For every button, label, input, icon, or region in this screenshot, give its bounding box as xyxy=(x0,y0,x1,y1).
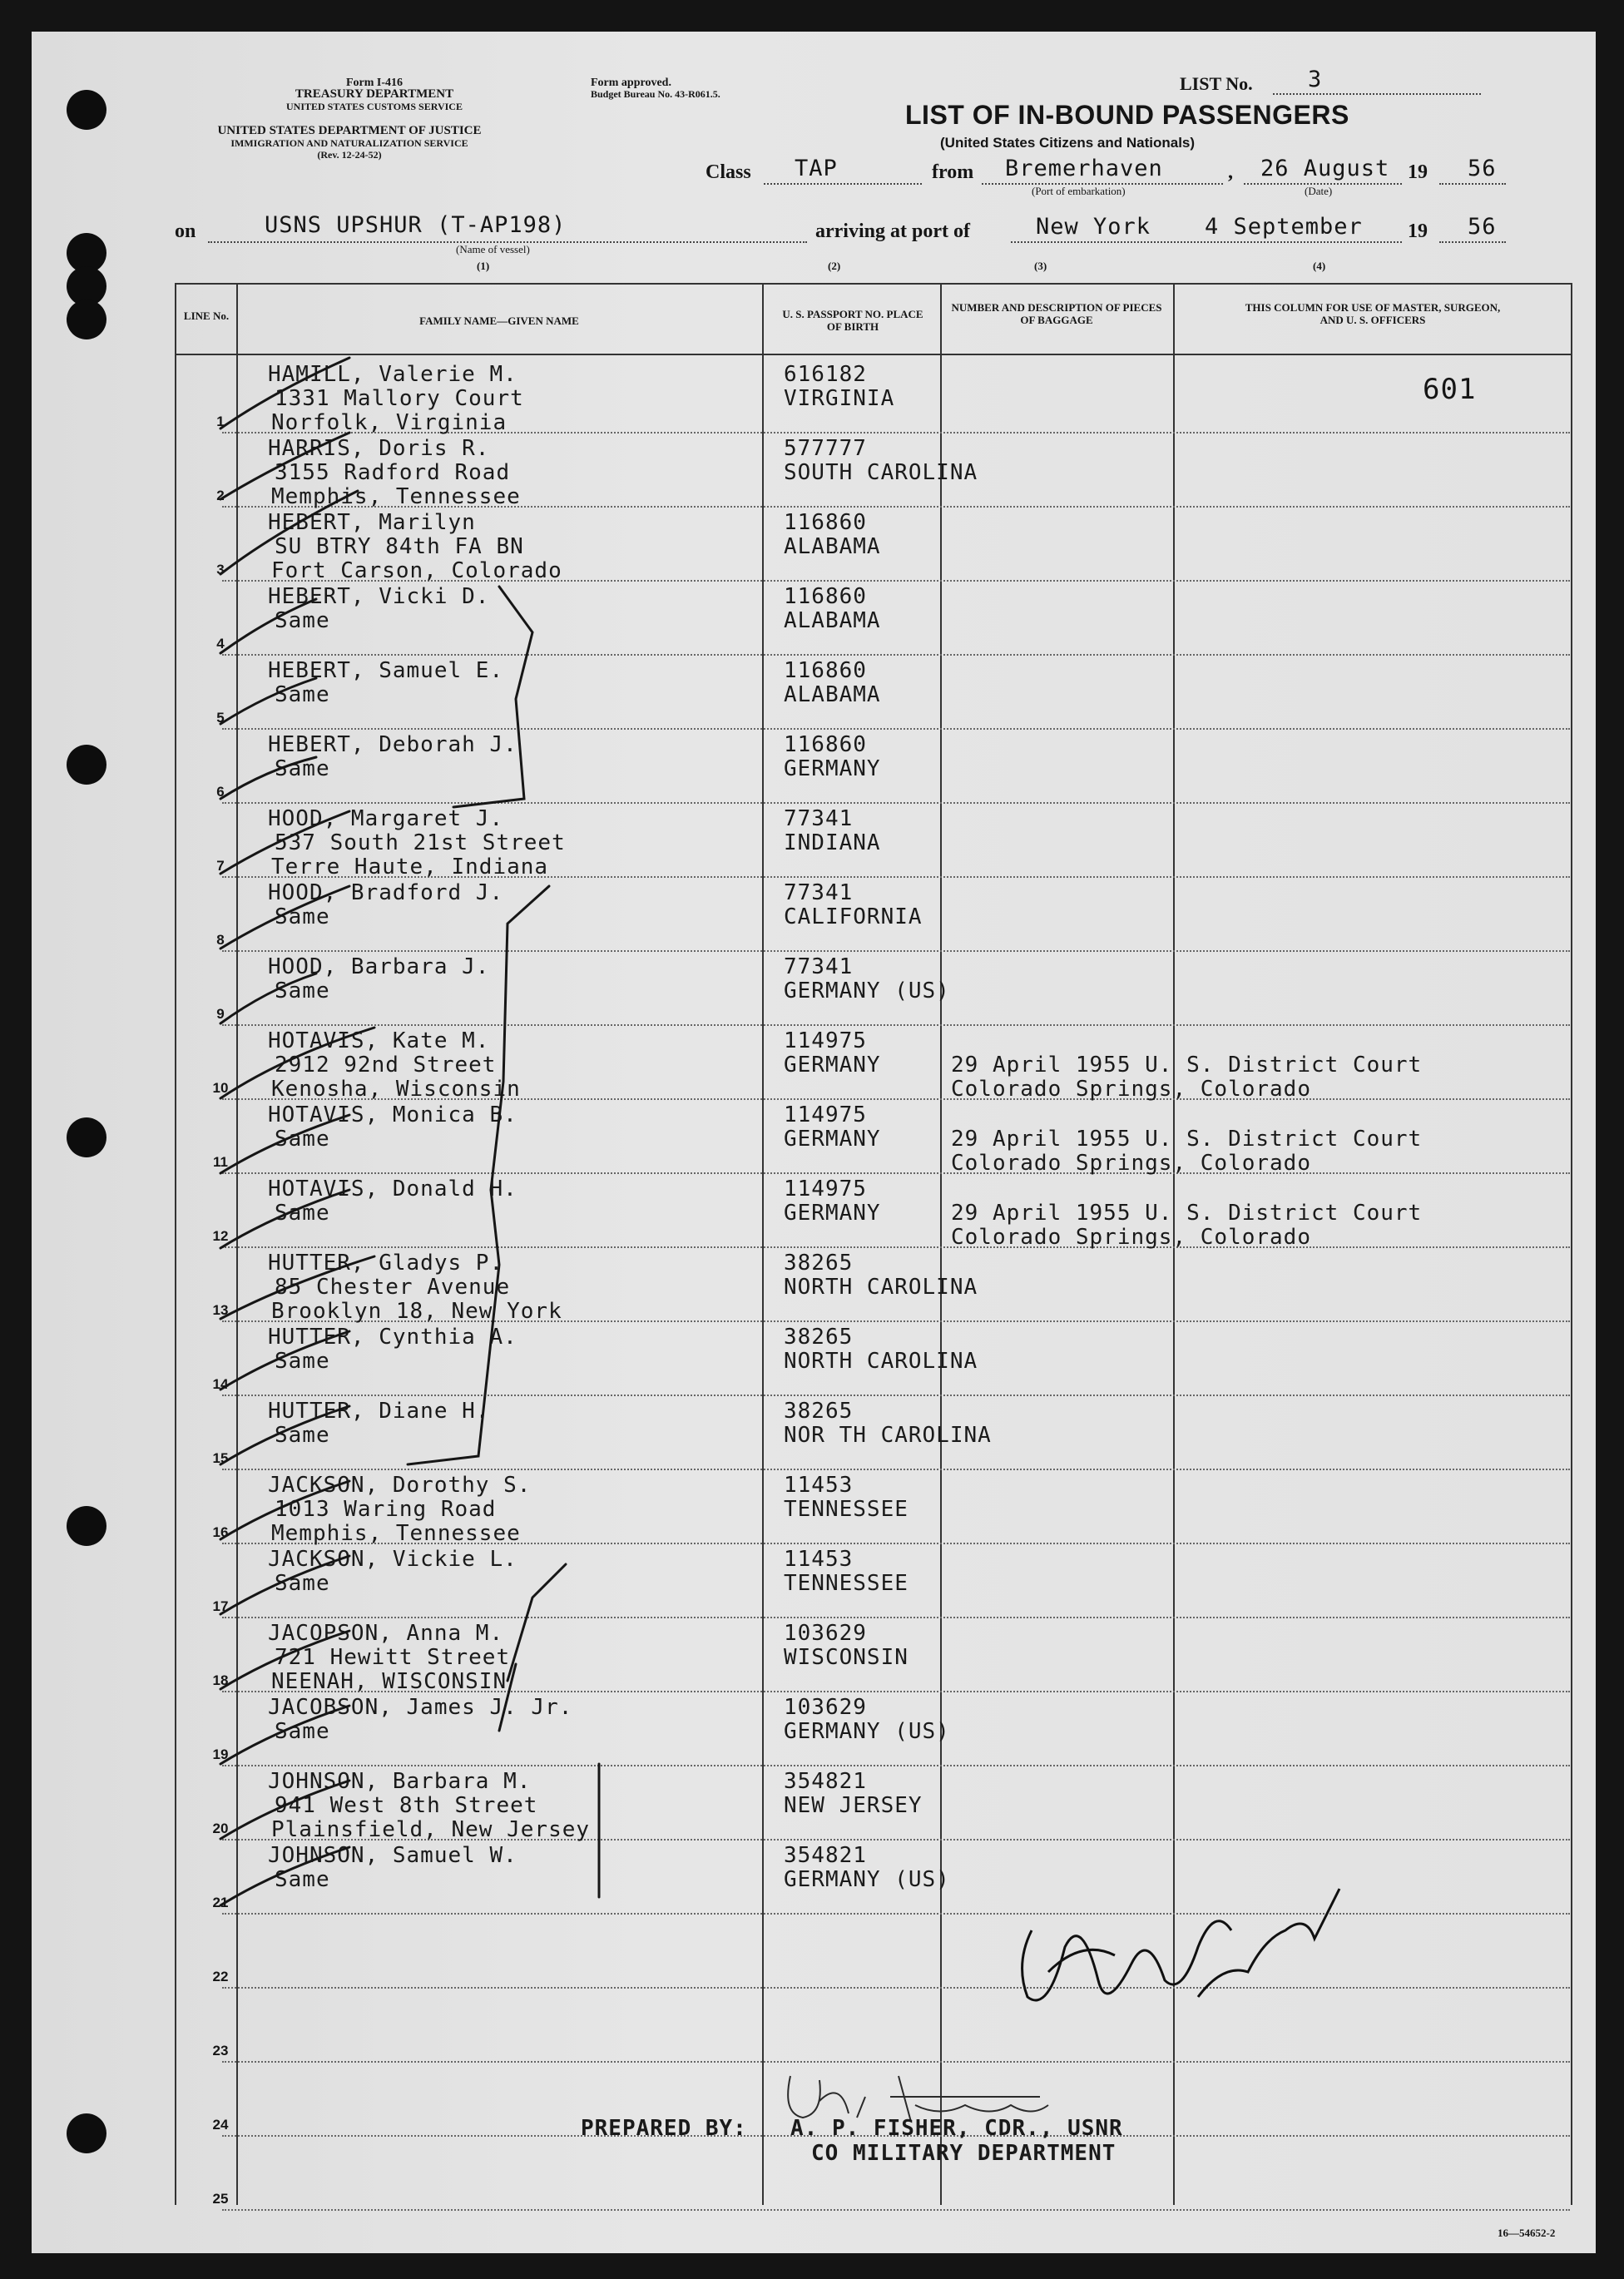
passenger-address-line1: Same xyxy=(275,978,330,1003)
page-subtitle: (United States Citizens and Nationals) xyxy=(940,135,1196,151)
line-number: 22 xyxy=(212,1969,229,1984)
passenger-address-line1: Same xyxy=(275,1127,330,1152)
embark-date: 26 August xyxy=(1260,156,1390,181)
preparer-name: A. P. FISHER, CDR., USNR xyxy=(790,2116,1123,2141)
place-of-birth: ALABAMA xyxy=(784,608,881,633)
place-of-birth: NEW JERSEY xyxy=(784,1793,923,1818)
line-number: 18 xyxy=(212,1672,229,1688)
passenger-name: HUTTER, Diane H. xyxy=(268,1399,490,1424)
line-number: 2 xyxy=(216,488,225,503)
passenger-address-line2: Terre Haute, Indiana xyxy=(271,855,549,879)
passenger-address-line2: Brooklyn 18, New York xyxy=(271,1299,562,1324)
place-of-birth: SOUTH CAROLINA xyxy=(784,460,978,485)
passenger-address-line2: Norfolk, Virginia xyxy=(271,410,508,435)
header-passport: U. S. PASSPORT NO. PLACE OF BIRTH xyxy=(782,308,923,333)
col-number-1: (1) xyxy=(477,260,490,272)
place-of-birth: TENNESSEE xyxy=(784,1497,909,1522)
place-of-birth: NORTH CAROLINA xyxy=(784,1349,978,1374)
line-number: 17 xyxy=(212,1598,229,1614)
line-number: 16 xyxy=(212,1524,229,1540)
passport-number: 38265 xyxy=(784,1325,854,1350)
passenger-address-line1: 2912 92nd Street xyxy=(275,1053,497,1078)
passport-number: 38265 xyxy=(784,1251,854,1276)
form-footer-code: 16—54652-2 xyxy=(1498,2227,1556,2239)
header-line-no: LINE No. xyxy=(183,310,230,322)
passenger-address-line1: 85 Chester Avenue xyxy=(275,1275,511,1300)
place-of-birth: GERMANY xyxy=(784,756,881,781)
line-number: 19 xyxy=(212,1746,229,1762)
passenger-address-line1: Same xyxy=(275,1201,330,1226)
line-number: 11 xyxy=(213,1154,228,1170)
line-number: 7 xyxy=(216,858,225,874)
passenger-address-line2: Plainsfield, New Jersey xyxy=(271,1817,591,1842)
place-of-birth: TENNESSEE xyxy=(784,1571,909,1596)
year-prefix-1: 19 xyxy=(1408,161,1428,183)
line-number: 8 xyxy=(216,932,225,948)
vessel-caption: (Name of vessel) xyxy=(456,243,530,255)
place-of-birth: GERMANY xyxy=(784,1201,881,1226)
page-title: LIST OF IN-BOUND PASSENGERS xyxy=(905,100,1349,130)
passenger-address-line1: 3155 Radford Road xyxy=(275,460,511,485)
line-number: 9 xyxy=(216,1006,225,1022)
treasury-dept: TREASURY DEPARTMENT xyxy=(295,87,454,101)
passenger-name: JACKSON, Dorothy S. xyxy=(268,1473,532,1498)
place-of-birth: ALABAMA xyxy=(784,534,881,559)
passport-number: 114975 xyxy=(784,1028,867,1053)
header-baggage: NUMBER AND DESCRIPTION OF PIECES OF BAGGAGE xyxy=(951,301,1162,326)
form-approved: Form approved. xyxy=(591,77,671,89)
line-number: 25 xyxy=(212,2191,229,2207)
arriving-label: arriving at port of xyxy=(815,220,970,242)
place-of-birth: VIRGINIA xyxy=(784,386,895,411)
line-number: 14 xyxy=(212,1376,229,1392)
passenger-address-line2: Kenosha, Wisconsin xyxy=(271,1077,521,1102)
passenger-name: HOTAVIS, Kate M. xyxy=(268,1028,490,1053)
from-label: from xyxy=(932,161,974,183)
embark-port: Bremerhaven xyxy=(1005,156,1163,181)
revision-date: (Rev. 12-24-52) xyxy=(317,149,382,161)
passenger-name: HARRIS, Doris R. xyxy=(268,436,490,461)
line-number: 4 xyxy=(216,636,225,651)
arrival-date: 4 September xyxy=(1205,214,1363,240)
passenger-name: JACKSON, Vickie L. xyxy=(268,1547,517,1572)
place-of-birth: GERMANY xyxy=(784,1053,881,1078)
passenger-address-line1: Same xyxy=(275,1349,330,1374)
class-label: Class xyxy=(706,161,751,183)
passport-number: 114975 xyxy=(784,1102,867,1127)
budget-bureau: Budget Bureau No. 43-R061.5. xyxy=(591,88,720,100)
header-name: FAMILY NAME—GIVEN NAME xyxy=(419,315,579,327)
line-number: 5 xyxy=(216,710,225,726)
place-of-birth: GERMANY (US) xyxy=(784,1719,950,1744)
passenger-address-line1: 1331 Mallory Court xyxy=(275,386,524,411)
passenger-address-line1: Same xyxy=(275,1867,330,1892)
passenger-name: JOHNSON, Barbara M. xyxy=(268,1769,532,1794)
passenger-address-line1: 537 South 21st Street xyxy=(275,830,566,855)
passenger-address-line1: Same xyxy=(275,1423,330,1448)
line-number: 15 xyxy=(212,1450,229,1466)
passenger-address-line1: 721 Hewitt Street xyxy=(275,1645,511,1670)
passenger-address-line1: Same xyxy=(275,682,330,707)
passport-number: 103629 xyxy=(784,1621,867,1646)
baggage-note-line2: Colorado Springs, Colorado xyxy=(951,1225,1311,1250)
passport-number: 77341 xyxy=(784,880,854,905)
passport-number: 116860 xyxy=(784,658,867,683)
baggage-note-line1: 29 April 1955 U. S. District Court xyxy=(951,1053,1423,1078)
passport-number: 103629 xyxy=(784,1695,867,1720)
passenger-name: HOOD, Margaret J. xyxy=(268,806,504,831)
col-number-3: (3) xyxy=(1034,260,1047,272)
passport-number: 38265 xyxy=(784,1399,854,1424)
passport-number: 11453 xyxy=(784,1473,854,1498)
passenger-name: JOHNSON, Samuel W. xyxy=(268,1843,517,1868)
prepared-by-label: PREPARED BY: xyxy=(581,2116,747,2141)
place-of-birth: CALIFORNIA xyxy=(784,904,923,929)
line-number: 6 xyxy=(216,784,225,800)
line-number: 12 xyxy=(212,1228,229,1244)
passport-number: 11453 xyxy=(784,1547,854,1572)
passenger-name: HOOD, Bradford J. xyxy=(268,880,504,905)
passport-number: 116860 xyxy=(784,510,867,535)
line-number: 13 xyxy=(212,1302,229,1318)
passenger-address-line2: Memphis, Tennessee xyxy=(271,484,521,509)
on-label: on xyxy=(175,220,196,242)
line-number: 3 xyxy=(216,562,225,577)
passenger-address-line2: Memphis, Tennessee xyxy=(271,1521,521,1546)
passenger-name: HEBERT, Samuel E. xyxy=(268,658,504,683)
passenger-name: HOOD, Barbara J. xyxy=(268,954,490,979)
place-of-birth: GERMANY (US) xyxy=(784,1867,950,1892)
list-no-label: LIST No. xyxy=(1180,73,1253,94)
form-id: Form I-416 xyxy=(345,77,404,89)
header-officers: THIS COLUMN FOR USE OF MASTER, SURGEON, AND U. S. OFFICERS xyxy=(1245,301,1501,326)
passenger-name: HUTTER, Cynthia A. xyxy=(268,1325,517,1350)
passenger-address-line1: Same xyxy=(275,1719,330,1744)
passport-number: 577777 xyxy=(784,436,867,461)
embark-year: 56 xyxy=(1468,156,1497,181)
place-of-birth: WISCONSIN xyxy=(784,1645,909,1670)
place-of-birth: ALABAMA xyxy=(784,682,881,707)
customs-service: UNITED STATES CUSTOMS SERVICE xyxy=(286,101,463,112)
passenger-name: HOTAVIS, Donald H. xyxy=(268,1177,517,1201)
passport-number: 116860 xyxy=(784,584,867,609)
place-of-birth: GERMANY xyxy=(784,1127,881,1152)
passenger-name: HEBERT, Marilyn xyxy=(268,510,476,535)
preparer-department: CO MILITARY DEPARTMENT xyxy=(811,2141,1116,2166)
baggage-note-line1: 29 April 1955 U. S. District Court xyxy=(951,1127,1423,1152)
passenger-name: JACOBSON, James J. Jr. xyxy=(268,1695,573,1720)
place-of-birth: GERMANY (US) xyxy=(784,978,950,1003)
class-value: TAP xyxy=(795,156,838,181)
passport-number: 77341 xyxy=(784,806,854,831)
passenger-address-line1: 1013 Waring Road xyxy=(275,1497,497,1522)
passport-number: 77341 xyxy=(784,954,854,979)
comma: , xyxy=(1228,161,1233,183)
baggage-note-line1: 29 April 1955 U. S. District Court xyxy=(951,1201,1423,1226)
line-number: 1 xyxy=(216,414,225,429)
place-of-birth: NOR TH CAROLINA xyxy=(784,1423,992,1448)
place-of-birth: INDIANA xyxy=(784,830,881,855)
passport-number: 354821 xyxy=(784,1843,867,1868)
passenger-address-line1: SU BTRY 84th FA BN xyxy=(275,534,524,559)
passenger-address-line2: Fort Carson, Colorado xyxy=(271,558,562,583)
year-prefix-2: 19 xyxy=(1408,220,1428,242)
col-number-2: (2) xyxy=(828,260,841,272)
embark-port-caption: (Port of embarkation) xyxy=(1032,185,1126,197)
col-number-4: (4) xyxy=(1313,260,1326,272)
vessel-name: USNS UPSHUR (T-AP198) xyxy=(265,212,567,238)
passenger-address-line1: 941 West 8th Street xyxy=(275,1793,538,1818)
place-of-birth: NORTH CAROLINA xyxy=(784,1275,978,1300)
passenger-address-line1: Same xyxy=(275,1571,330,1596)
passenger-address-line1: Same xyxy=(275,756,330,781)
line-number: 21 xyxy=(212,1895,229,1910)
passenger-name: HAMILL, Valerie M. xyxy=(268,362,517,387)
passenger-address-line2: NEENAH, WISCONSIN xyxy=(271,1669,508,1694)
passport-number: 116860 xyxy=(784,732,867,757)
baggage-note-line2: Colorado Springs, Colorado xyxy=(951,1151,1311,1176)
passenger-address-line1: Same xyxy=(275,608,330,633)
passenger-name: JACOPSON, Anna M. xyxy=(268,1621,504,1646)
officer-note: 601 xyxy=(1423,373,1477,406)
ins-service: IMMIGRATION AND NATURALIZATION SERVICE xyxy=(230,137,468,149)
passport-number: 354821 xyxy=(784,1769,867,1794)
passenger-name: HOTAVIS, Monica B. xyxy=(268,1102,517,1127)
passenger-name: HEBERT, Deborah J. xyxy=(268,732,517,757)
passport-number: 616182 xyxy=(784,362,867,387)
line-number: 10 xyxy=(212,1080,229,1096)
passenger-address-line1: Same xyxy=(275,904,330,929)
passenger-name: HEBERT, Vicki D. xyxy=(268,584,490,609)
line-number: 20 xyxy=(212,1821,229,1836)
justice-dept: UNITED STATES DEPARTMENT OF JUSTICE xyxy=(217,124,482,137)
passenger-name: HUTTER, Gladys P. xyxy=(268,1251,504,1276)
arrival-year: 56 xyxy=(1468,214,1497,240)
arrival-port: New York xyxy=(1036,214,1151,240)
line-number: 24 xyxy=(212,2117,229,2133)
baggage-note-line2: Colorado Springs, Colorado xyxy=(951,1077,1311,1102)
line-number: 23 xyxy=(212,2043,229,2059)
date-caption: (Date) xyxy=(1305,185,1333,197)
passport-number: 114975 xyxy=(784,1177,867,1201)
list-no-value: 3 xyxy=(1308,67,1323,92)
